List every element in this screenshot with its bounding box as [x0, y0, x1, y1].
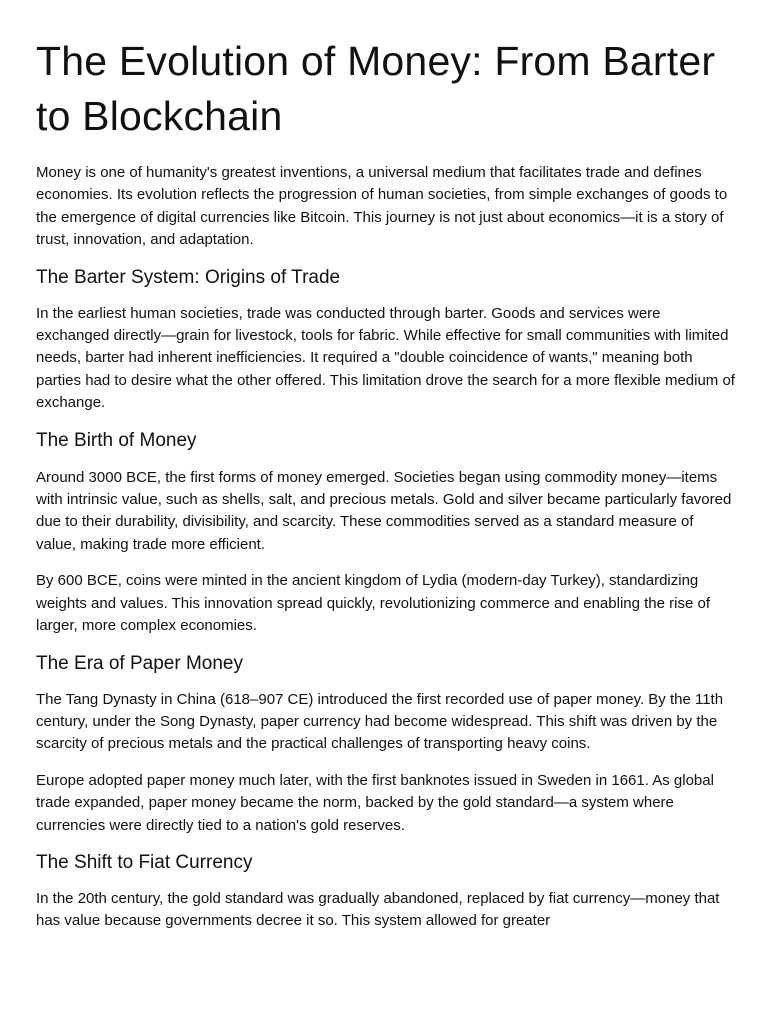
birth-paragraph-1: Around 3000 BCE, the first forms of money emerged. Societies began using commodity money—items with intrinsic value, such as shells, salt, and precious metals. Gold and silver became particularly favored due to their durability, divisibility, and scarcity. These commodities served as a standard measure of value, making trade more efficient.	[36, 468, 732, 553]
paper-paragraph-1: The Tang Dynasty in China (618–907 CE) introduced the first recorded use of paper money. By the 11th century, under the Song Dynasty, paper currency had become widespread. This shift was driven by the scarcity of precious metals and the practical challenges of transporting heavy coins.	[36, 690, 724, 753]
barter-paragraph: In the earliest human societies, trade was conducted through barter. Goods and services were exchanged directly—grain for livestock, tools for fabric. While effective for small communities with limited needs, barter had inherent inefficiencies. It required a "double coincidence of wants," meaning both parties had to desire what the other offered. This limitation drove the search for a more flexible medium of exchange.	[36, 304, 735, 412]
section-heading-paper-money: The Era of Paper Money	[36, 652, 243, 674]
article	[36, 0, 736, 933]
birth-paragraph-2: By 600 BCE, coins were minted in the ancient kingdom of Lydia (modern-day Turkey), standardizing weights and values. This innovation spread quickly, revolutionizing commerce and enabling the rise of larger, more complex economies.	[36, 572, 710, 635]
section-heading-birth-of-money: The Birth of Money	[36, 429, 197, 451]
intro-paragraph: Money is one of humanity's greatest inventions, a universal medium that facilitates trade and defines economies. Its evolution reflects the progression of human societies, from simple exchanges of goods to the emergence of digital currencies like Bitcoin. This journey is not just about economics—it is a story of trust, innovation, and adaptation.	[36, 164, 728, 249]
fiat-paragraph: In the 20th century, the gold standard was gradually abandoned, replaced by fiat currency—money that has value because governments decree it so. This system allowed for greater	[36, 889, 720, 930]
article-title: The Evolution of Money: From Barter to Blockchain	[36, 38, 716, 139]
section-heading-fiat-currency: The Shift to Fiat Currency	[36, 851, 253, 873]
paper-paragraph-2: Europe adopted paper money much later, with the first banknotes issued in Sweden in 1661. As global trade expanded, paper money became the norm, backed by the gold standard—a system where currencies were directly tied to a nation's gold reserves.	[36, 771, 714, 834]
section-heading-barter: The Barter System: Origins of Trade	[36, 266, 341, 288]
